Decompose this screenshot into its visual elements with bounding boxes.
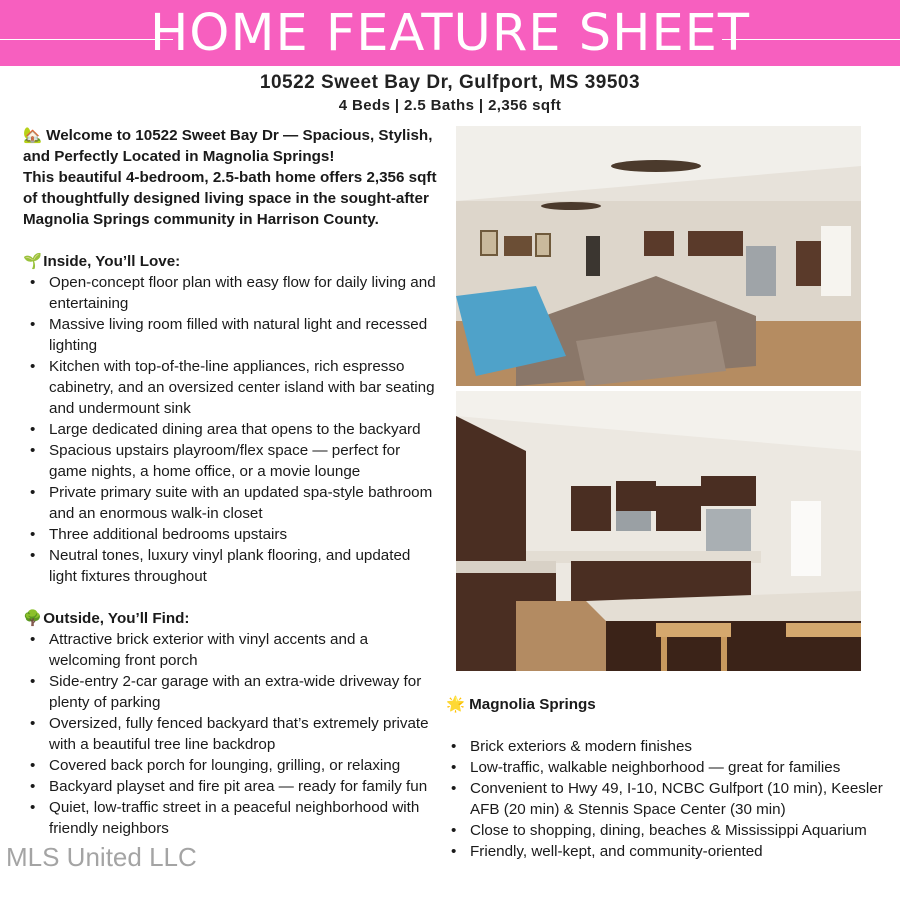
list-item: • Kitchen with top-of-the-line appliances, rich espresso cabinetry, and an oversized center island with bar seating and undermount sink [49, 356, 438, 419]
list-item: • Massive living room filled with natural light and recessed lighting [49, 314, 438, 356]
list-item: • Three additional bedrooms upstairs [49, 524, 438, 545]
seedling-icon: 🌱 [23, 253, 42, 270]
intro-body: This beautiful 4-bedroom, 2.5-bath home offers 2,356 sqft of thoughtfully designed living space in the sought-after Magnolia Springs community in Harrison County. [23, 169, 437, 228]
list-item: • Convenient to Hwy 49, I-10, NCBC Gulfport (10 min), Keesler AFB (20 min) & Stennis Space Center (30 min) [470, 778, 896, 820]
list-item: • Spacious upstairs playroom/flex space — perfect for game nights, a home office, or a movie lounge [49, 440, 438, 482]
list-item: • Attractive brick exterior with vinyl accents and a welcoming front porch [49, 629, 438, 671]
community-heading: 🌟 Magnolia Springs [446, 696, 596, 713]
list-item: • Close to shopping, dining, beaches & Mississippi Aquarium [470, 820, 896, 841]
inside-list [23, 272, 438, 587]
intro-headline: 🏡 Welcome to 10522 Sweet Bay Dr — Spacious, Stylish, and Perfectly Located in Magnolia Springs! [23, 127, 433, 165]
watermark: MLS United LLC [6, 842, 197, 872]
living-room-photo [456, 126, 861, 386]
outside-heading: 🌳 Outside, You’ll Find: [23, 610, 190, 627]
list-item: • Covered back porch for lounging, grilling, or relaxing [49, 755, 438, 776]
list-item: • Neutral tones, luxury vinyl plank flooring, and updated light fixtures throughout [49, 545, 438, 587]
list-item: • Side-entry 2-car garage with an extra-wide driveway for plenty of parking [49, 671, 438, 713]
tree-icon: 🌳 [23, 610, 42, 627]
list-item: • Open-concept floor plan with easy flow for daily living and entertaining [49, 272, 438, 314]
header-banner [0, 0, 900, 66]
list-item: • Large dedicated dining area that opens to the backyard [49, 419, 438, 440]
property-specs: 4 Beds | 2.5 Baths | 2,356 sqft [338, 97, 562, 114]
outside-list [23, 629, 438, 839]
list-item: • Low-traffic, walkable neighborhood — great for families [470, 757, 896, 778]
list-item: • Backyard playset and fire pit area — ready for family fun [49, 776, 438, 797]
list-item: • Private primary suite with an updated spa-style bathroom and an enormous walk-in closet [49, 482, 438, 524]
star-icon: 🌟 [446, 696, 465, 713]
list-item: • Oversized, fully fenced backyard that’s extremely private with a beautiful tree line backdrop [49, 713, 438, 755]
intro-block [23, 125, 438, 230]
community-list [446, 736, 896, 862]
description-column [23, 125, 438, 839]
property-address: 10522 Sweet Bay Dr, Gulfport, MS 39503 [259, 72, 641, 93]
page-title: HOME FEATURE SHEET [149, 4, 751, 63]
list-item: • Friendly, well-kept, and community-oriented [470, 841, 896, 862]
list-item: • Quiet, low-traffic street in a peaceful neighborhood with friendly neighbors [49, 797, 438, 839]
inside-heading: 🌱 Inside, You’ll Love: [23, 253, 181, 270]
list-item: • Brick exteriors & modern finishes [470, 736, 896, 757]
kitchen-photo [456, 391, 861, 671]
community-column [446, 694, 896, 862]
